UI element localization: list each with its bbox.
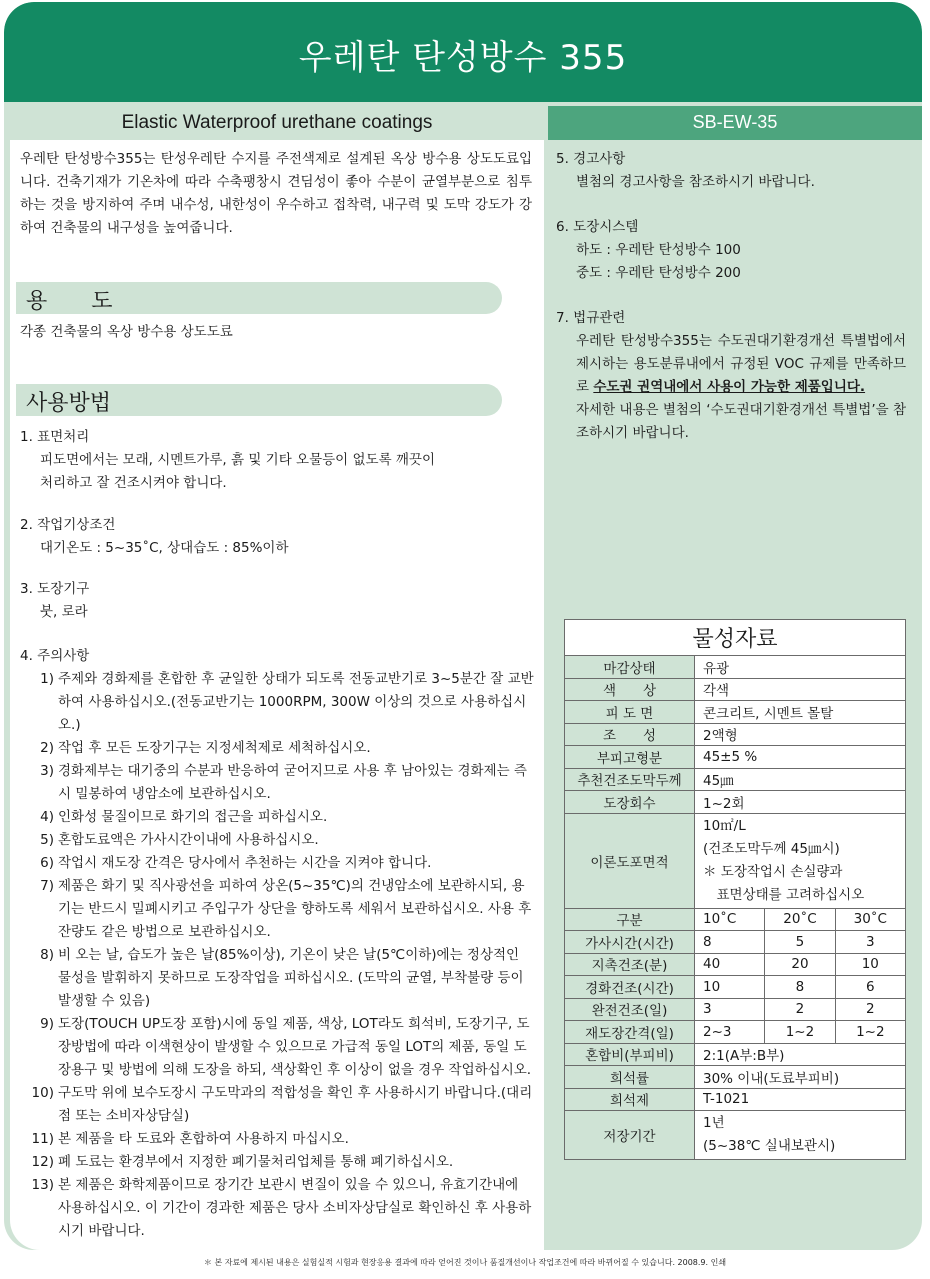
- caution-item: [20, 875, 534, 944]
- table-row: [565, 953, 906, 976]
- table-row: [565, 1021, 906, 1044]
- caution-text: 경화제부는 대기중의 수분과 반응하여 굳어지므로 사용 후 남아있는 경화제는 즉시 밀봉하여 냉암소에 보관하십시오.: [58, 763, 527, 802]
- temp-val: 10: [695, 976, 765, 999]
- system-line: 중도 : 우레탄 탄성방수 200: [576, 265, 741, 281]
- spread-line: ＊ 도장작업시 손실량과: [703, 863, 843, 880]
- caution-text: 본 제품을 타 도료와 혼합하여 사용하지 마십시오.: [58, 1131, 349, 1147]
- caution-text: 구도막 위에 보수도장시 구도막과의 적합성을 확인 후 사용하시기 바랍니다.(대리점 또는 소비자상담실): [58, 1085, 533, 1124]
- temp-val: 1~2: [835, 1021, 905, 1044]
- law-block: [556, 307, 906, 445]
- english-name-bar: [10, 106, 544, 140]
- storage-line: (5~38℃ 실내보관시): [703, 1138, 836, 1154]
- table-row: [565, 976, 906, 999]
- prop-label: 마감상태: [565, 656, 695, 679]
- page-title: 우레탄 탄성방수 355: [298, 38, 628, 78]
- method-item-line: 붓, 로라: [40, 604, 88, 620]
- caution-num: 1): [40, 671, 54, 687]
- warning-block: [556, 148, 906, 194]
- english-name: Elastic Waterproof urethane coatings: [121, 112, 433, 133]
- footnote: ＊ 본 자료에 제시된 내용은 실험실적 시험과 현장응용 결과에 따라 얻어진 것이나 품질개선이나 작업조건에 따라 바뀌어질 수 있습니다. 2008.9. 인쇄: [203, 1258, 727, 1267]
- caution-text: 폐 도료는 환경부에서 지정한 폐기물처리업체를 통해 폐기하십시오.: [58, 1154, 454, 1170]
- temp-val: 2: [765, 998, 835, 1021]
- method-item-3: [20, 578, 89, 624]
- caution-num: 10): [31, 1085, 54, 1101]
- storage-line: 1년: [703, 1115, 725, 1131]
- caution-item: [20, 737, 534, 760]
- caution-num: 12): [31, 1154, 54, 1170]
- law-text-after: 자세한 내용은 별첨의 ‘수도권대기환경개선 특별법’을 참조하시기 바랍니다.: [576, 402, 906, 441]
- temp-col: 30˚C: [835, 908, 905, 931]
- caution-text: 도장(TOUCH UP도장 포함)시에 동일 제품, 색상, LOT라도 희석비, 도장기구, 도장방법에 따라 이색현상이 발생할 수 있으므로 가급적 동일 LOT의 제품, 동일 도장용구 및 방법에 의해 도장을 하되, 색상확인 후 이상이 없을 경우 작업하십시오.: [58, 1016, 532, 1078]
- spread-value: [695, 813, 906, 908]
- caution-num: 13): [31, 1177, 54, 1193]
- table-row: [565, 1043, 906, 1066]
- table-row: [565, 723, 906, 746]
- caution-text: 비 오는 날, 습도가 높은 날(85%이상), 기온이 낮은 날(5℃이하)에는 정상적인 물성을 발휘하지 못하므로 도장작업을 피하십시오. (도막의 균열, 부착불량 등이 발생할 수 있음): [58, 947, 524, 1009]
- prop-label: 가사시간(시간): [565, 931, 695, 954]
- temp-val: 2: [835, 998, 905, 1021]
- method-item-head: 2. 작업기상조건: [20, 517, 116, 533]
- prop-label: 색 상: [565, 678, 695, 701]
- prop-label: 부피고형분: [565, 746, 695, 769]
- warning-head: 5. 경고사항: [556, 151, 626, 167]
- table-row: [565, 1111, 906, 1160]
- prop-value: 30% 이내(도료부피비): [695, 1066, 906, 1089]
- table-row: [565, 908, 906, 931]
- caution-item: [20, 1151, 534, 1174]
- temp-col: 10˚C: [695, 908, 765, 931]
- temp-val: 3: [695, 998, 765, 1021]
- caution-num: 7): [40, 878, 54, 894]
- method-item-line: 대기온도 : 5~35˚C, 상대습도 : 85%이하: [40, 540, 289, 556]
- prop-label: 추천건조도막두께: [565, 768, 695, 791]
- prop-value: T-1021: [695, 1088, 906, 1111]
- caution-text: 본 제품은 화학제품이므로 장기간 보관시 변질이 있을 수 있으니, 유효기간내에 사용하십시오. 이 기간이 경과한 제품은 당사 소비자상담실로 확인하신 후 사용하시기 바랍니다.: [58, 1177, 532, 1239]
- caution-head: 4. 주의사항: [20, 648, 90, 664]
- table-row: [565, 931, 906, 954]
- table-row: [565, 1066, 906, 1089]
- table-row: [565, 701, 906, 724]
- usage-section-title: 용 도: [26, 289, 113, 314]
- prop-value: 1~2회: [695, 791, 906, 814]
- warning-text: 별첨의 경고사항을 참조하시기 바랍니다.: [576, 174, 815, 190]
- method-item-1: [20, 426, 435, 495]
- system-block: [556, 216, 906, 285]
- prop-label: 혼합비(부피비): [565, 1043, 695, 1066]
- law-head: 7. 법규관련: [556, 310, 626, 326]
- method-section-header: [16, 384, 502, 416]
- prop-label: 조 성: [565, 723, 695, 746]
- prop-value: 2:1(A부:B부): [695, 1043, 906, 1066]
- table-row: [565, 746, 906, 769]
- caution-item: [20, 1128, 534, 1151]
- prop-label: 희석제: [565, 1088, 695, 1111]
- temp-val: 6: [835, 976, 905, 999]
- system-line: 하도 : 우레탄 탄성방수 100: [576, 242, 741, 258]
- law-text: 우레탄 탄성방수355는 수도권대기환경개선 특별법에서 제시하는 용도분류내에서 규정된 VOC 규제를 만족하므로: [576, 333, 906, 395]
- table-row: [565, 1088, 906, 1111]
- prop-value: 45±5 %: [695, 746, 906, 769]
- caution-num: 2): [40, 740, 54, 756]
- properties-table: [564, 619, 906, 1160]
- caution-text: 작업 후 모든 도장기구는 지정세척제로 세척하십시오.: [58, 740, 371, 756]
- prop-label: 지촉건조(분): [565, 953, 695, 976]
- prop-value: 45㎛: [695, 768, 906, 791]
- temp-val: 5: [765, 931, 835, 954]
- caution-item: [20, 1082, 534, 1128]
- caution-item: [20, 760, 534, 806]
- spread-line: (건조도막두께 45㎛시): [703, 840, 840, 857]
- caution-num: 8): [40, 947, 54, 963]
- usage-section-header: [16, 282, 502, 314]
- header-banner: [4, 2, 922, 102]
- intro-paragraph: 우레탄 탄성방수355는 탄성우레탄 수지를 주전색제로 설계된 옥상 방수용 상도도료입니다. 건축기재가 기온차에 따라 수축팽창시 견딤성이 좋아 수분이 균열부분으로 침투하는 것을 방지하여 주며 내수성, 내한성이 우수하고 접착력, 내구력 및 도막 강도가 강하여 건축물의 내구성을 높여줍니다.: [20, 151, 532, 236]
- temp-header-label: 구분: [565, 908, 695, 931]
- prop-label: 재도장간격(일): [565, 1021, 695, 1044]
- temp-val: 10: [835, 953, 905, 976]
- prop-value: 유광: [695, 656, 906, 679]
- caution-num: 4): [40, 809, 54, 825]
- right-notes: [556, 148, 906, 467]
- caution-item: [20, 852, 534, 875]
- prop-label: 피 도 면: [565, 701, 695, 724]
- usage-text: 각종 건축물의 옥상 방수용 상도도료: [20, 324, 233, 340]
- storage-value: [695, 1111, 906, 1160]
- temp-col: 20˚C: [765, 908, 835, 931]
- method-item-line: 처리하고 잘 건조시켜야 합니다.: [40, 475, 227, 491]
- prop-label: 희석률: [565, 1066, 695, 1089]
- law-paragraph: [556, 330, 906, 399]
- prop-value: 2액형: [695, 723, 906, 746]
- method-item-line: 피도면에서는 모래, 시멘트가루, 흙 및 기타 오물등이 없도록 깨끗이: [40, 452, 436, 468]
- temp-val: 8: [695, 931, 765, 954]
- temp-val: 20: [765, 953, 835, 976]
- caution-item: [20, 1174, 534, 1243]
- caution-item: [20, 1013, 534, 1082]
- caution-item: [20, 806, 534, 829]
- caution-num: 5): [40, 832, 54, 848]
- caution-num: 6): [40, 855, 54, 871]
- product-code: SB-EW-35: [692, 112, 778, 132]
- temp-val: 2~3: [695, 1021, 765, 1044]
- caution-item: [20, 668, 534, 737]
- caution-text: 인화성 물질이므로 화기의 접근을 피하십시오.: [58, 809, 328, 825]
- product-code-bar: [548, 106, 922, 140]
- table-row: [565, 656, 906, 679]
- caution-num: 9): [40, 1016, 54, 1032]
- prop-label: 완전건조(일): [565, 998, 695, 1021]
- prop-value: 각색: [695, 678, 906, 701]
- spread-line: 표면상태를 고려하십시오: [703, 886, 865, 903]
- prop-label: 경화건조(시간): [565, 976, 695, 999]
- caution-text: 제품은 화기 및 직사광선을 피하여 상온(5~35℃)의 건냉암소에 보관하시되, 용기는 반드시 밀폐시키고 주입구가 상단을 향하도록 세워서 보관하십시오. 사용 후 잔량도 같은 방법으로 보관하십시오.: [58, 878, 532, 940]
- temp-val: 8: [765, 976, 835, 999]
- method-item-head: 1. 표면처리: [20, 429, 90, 445]
- caution-item: [20, 944, 534, 1013]
- method-section-title: 사용방법: [26, 391, 112, 416]
- prop-label: 도장회수: [565, 791, 695, 814]
- properties-title: 물성자료: [565, 620, 906, 656]
- method-item-head: 3. 도장기구: [20, 581, 90, 597]
- temp-val: 40: [695, 953, 765, 976]
- caution-list: [20, 645, 534, 1243]
- table-row: [565, 998, 906, 1021]
- law-bold-text: 수도권 권역내에서 사용이 가능한 제품입니다.: [593, 379, 866, 395]
- table-row: [565, 678, 906, 701]
- system-head: 6. 도장시스템: [556, 219, 639, 235]
- caution-text: 주제와 경화제를 혼합한 후 균일한 상태가 되도록 전동교반기로 3~5분간 잘 교반하여 사용하십시오.(전동교반기는 1000RPM, 300W 이상의 것으로 사용하십시오.): [58, 671, 534, 733]
- table-row: [565, 813, 906, 908]
- spread-line: 10㎡/L: [703, 817, 746, 834]
- caution-text: 혼합도료액은 가사시간이내에 사용하십시오.: [58, 832, 319, 848]
- temp-val: 3: [835, 931, 905, 954]
- temp-val: 1~2: [765, 1021, 835, 1044]
- method-item-2: [20, 514, 289, 560]
- prop-value: 콘크리트, 시멘트 몰탈: [695, 701, 906, 724]
- caution-item: [20, 829, 534, 852]
- caution-text: 작업시 재도장 간격은 당사에서 추천하는 시간을 지켜야 합니다.: [58, 855, 432, 871]
- table-row: [565, 768, 906, 791]
- caution-num: 3): [40, 763, 54, 779]
- prop-label: 이론도포면적: [565, 813, 695, 908]
- table-row: [565, 791, 906, 814]
- prop-label: 저장기간: [565, 1111, 695, 1160]
- caution-num: 11): [31, 1131, 54, 1147]
